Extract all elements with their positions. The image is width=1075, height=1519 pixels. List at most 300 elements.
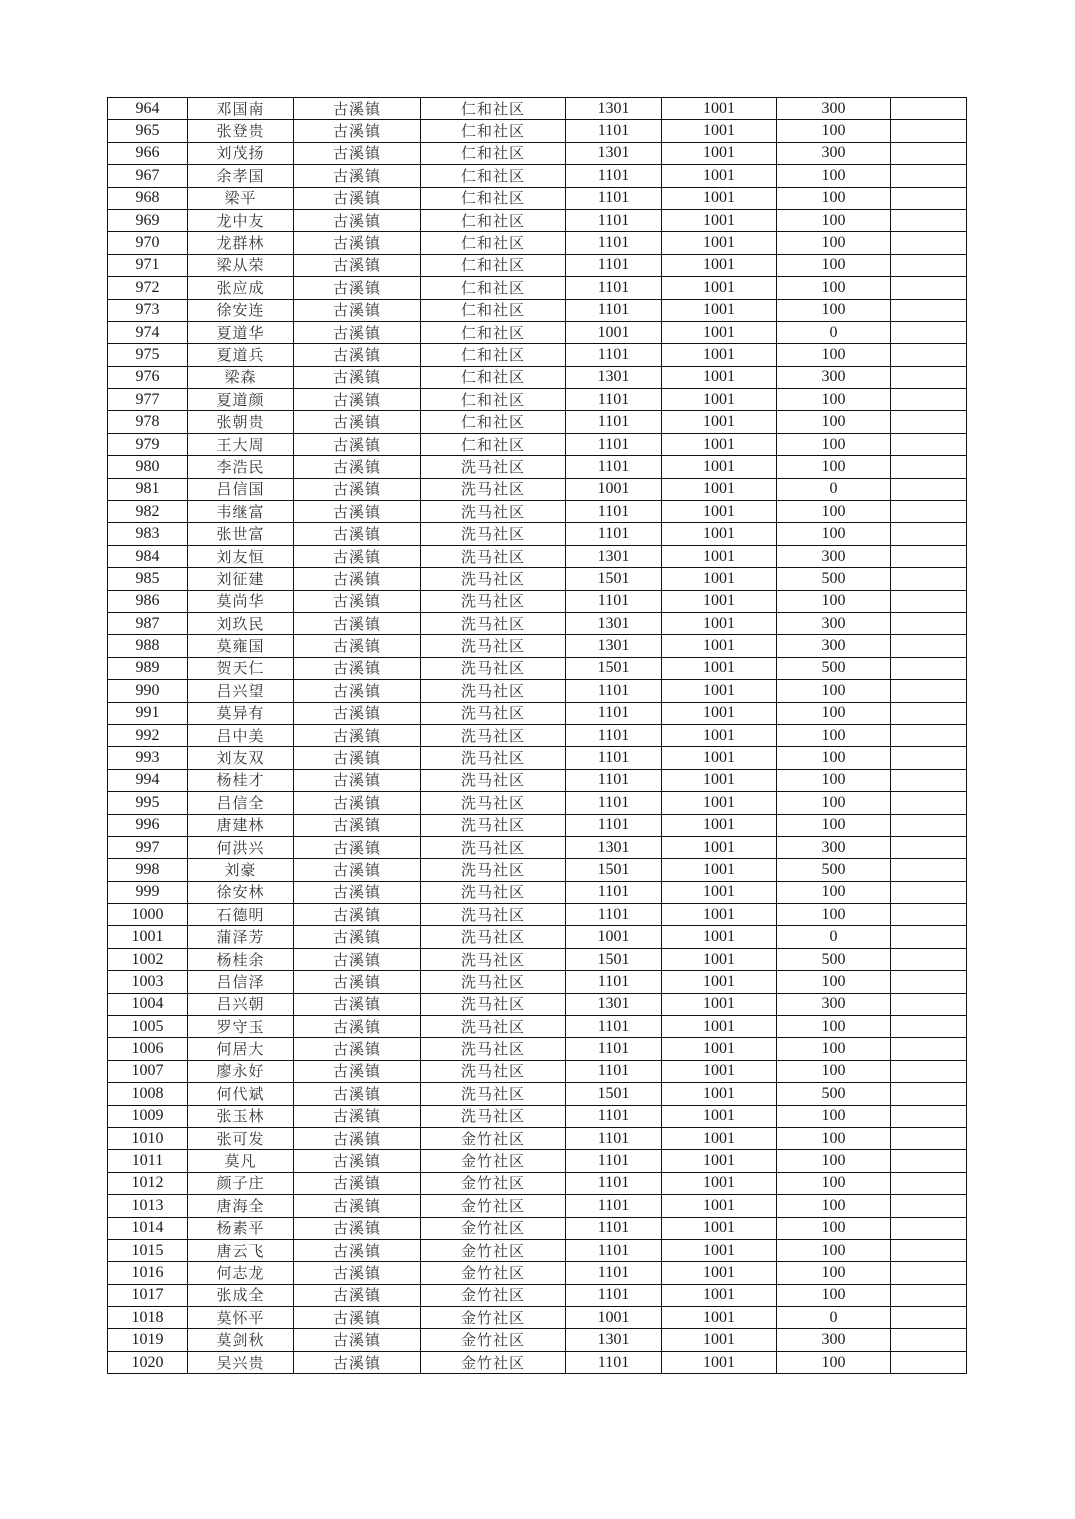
cell-community: 仁和社区 [421, 165, 566, 187]
cell-remark [891, 232, 967, 254]
cell-code-b: 1001 [662, 299, 777, 321]
cell-amount: 300 [777, 612, 891, 634]
cell-remark [891, 1217, 967, 1239]
cell-code-b: 1001 [662, 881, 777, 903]
table-row [108, 165, 967, 187]
cell-code-b: 1001 [662, 411, 777, 433]
table-row [108, 836, 967, 858]
cell-community: 洗马社区 [421, 657, 566, 679]
cell-town: 古溪镇 [294, 881, 421, 903]
cell-amount: 300 [777, 1329, 891, 1351]
cell-remark [891, 792, 967, 814]
cell-community: 金竹社区 [421, 1172, 566, 1194]
cell-no: 998 [108, 859, 188, 881]
cell-remark [891, 1351, 967, 1373]
cell-amount: 100 [777, 1262, 891, 1284]
table-row [108, 98, 967, 120]
cell-code-b: 1001 [662, 1307, 777, 1329]
cell-community: 仁和社区 [421, 366, 566, 388]
cell-code-a: 1101 [566, 1284, 662, 1306]
cell-code-a: 1101 [566, 1060, 662, 1082]
cell-name: 杨桂才 [188, 769, 294, 791]
cell-code-a: 1101 [566, 1262, 662, 1284]
cell-remark [891, 724, 967, 746]
table-row [108, 724, 967, 746]
cell-code-b: 1001 [662, 120, 777, 142]
cell-amount: 100 [777, 209, 891, 231]
cell-community: 仁和社区 [421, 277, 566, 299]
cell-code-a: 1101 [566, 344, 662, 366]
cell-name: 何居大 [188, 1038, 294, 1060]
cell-no: 1006 [108, 1038, 188, 1060]
cell-no: 1013 [108, 1195, 188, 1217]
cell-code-b: 1001 [662, 344, 777, 366]
cell-code-a: 1101 [566, 277, 662, 299]
cell-code-a: 1101 [566, 792, 662, 814]
cell-town: 古溪镇 [294, 165, 421, 187]
table-row [108, 433, 967, 455]
cell-amount: 100 [777, 523, 891, 545]
cell-no: 1003 [108, 971, 188, 993]
cell-amount: 100 [777, 792, 891, 814]
cell-name: 夏道华 [188, 321, 294, 343]
cell-community: 洗马社区 [421, 501, 566, 523]
cell-code-a: 1101 [566, 411, 662, 433]
cell-remark [891, 98, 967, 120]
cell-name: 吕信全 [188, 792, 294, 814]
cell-code-a: 1501 [566, 657, 662, 679]
cell-community: 金竹社区 [421, 1307, 566, 1329]
cell-name: 唐海全 [188, 1195, 294, 1217]
cell-name: 梁从荣 [188, 254, 294, 276]
cell-amount: 100 [777, 1150, 891, 1172]
cell-remark [891, 299, 967, 321]
cell-no: 1011 [108, 1150, 188, 1172]
table-row [108, 1150, 967, 1172]
cell-remark [891, 1239, 967, 1261]
cell-remark [891, 680, 967, 702]
cell-code-a: 1101 [566, 254, 662, 276]
cell-town: 古溪镇 [294, 926, 421, 948]
cell-name: 莫尚华 [188, 590, 294, 612]
cell-community: 金竹社区 [421, 1262, 566, 1284]
cell-remark [891, 1284, 967, 1306]
cell-community: 洗马社区 [421, 948, 566, 970]
cell-code-a: 1001 [566, 926, 662, 948]
table-row [108, 993, 967, 1015]
table-row [108, 1195, 967, 1217]
cell-remark [891, 411, 967, 433]
cell-amount: 100 [777, 232, 891, 254]
cell-no: 966 [108, 142, 188, 164]
table-row [108, 859, 967, 881]
table-row [108, 299, 967, 321]
cell-amount: 300 [777, 993, 891, 1015]
cell-no: 1001 [108, 926, 188, 948]
cell-remark [891, 769, 967, 791]
cell-code-a: 1101 [566, 971, 662, 993]
cell-name: 梁森 [188, 366, 294, 388]
table-row [108, 501, 967, 523]
cell-no: 987 [108, 612, 188, 634]
cell-town: 古溪镇 [294, 568, 421, 590]
cell-no: 985 [108, 568, 188, 590]
cell-code-a: 1101 [566, 1239, 662, 1261]
cell-community: 金竹社区 [421, 1351, 566, 1373]
cell-code-a: 1101 [566, 702, 662, 724]
cell-community: 洗马社区 [421, 635, 566, 657]
cell-town: 古溪镇 [294, 993, 421, 1015]
cell-town: 古溪镇 [294, 1060, 421, 1082]
cell-no: 999 [108, 881, 188, 903]
cell-town: 古溪镇 [294, 590, 421, 612]
cell-name: 何代斌 [188, 1083, 294, 1105]
cell-community: 金竹社区 [421, 1329, 566, 1351]
cell-no: 986 [108, 590, 188, 612]
cell-no: 997 [108, 836, 188, 858]
cell-no: 1018 [108, 1307, 188, 1329]
table-row [108, 680, 967, 702]
table-row [108, 590, 967, 612]
cell-code-b: 1001 [662, 702, 777, 724]
cell-remark [891, 120, 967, 142]
cell-no: 1002 [108, 948, 188, 970]
cell-name: 唐云飞 [188, 1239, 294, 1261]
cell-code-b: 1001 [662, 254, 777, 276]
cell-town: 古溪镇 [294, 1016, 421, 1038]
cell-community: 仁和社区 [421, 321, 566, 343]
cell-town: 古溪镇 [294, 836, 421, 858]
cell-community: 金竹社区 [421, 1284, 566, 1306]
cell-code-a: 1101 [566, 232, 662, 254]
cell-name: 杨桂余 [188, 948, 294, 970]
cell-amount: 100 [777, 501, 891, 523]
cell-no: 1015 [108, 1239, 188, 1261]
cell-amount: 100 [777, 904, 891, 926]
cell-community: 仁和社区 [421, 209, 566, 231]
cell-code-b: 1001 [662, 836, 777, 858]
cell-code-b: 1001 [662, 1262, 777, 1284]
table-row [108, 478, 967, 500]
cell-name: 刘豪 [188, 859, 294, 881]
cell-town: 古溪镇 [294, 321, 421, 343]
table-row [108, 411, 967, 433]
cell-name: 韦继富 [188, 501, 294, 523]
cell-community: 仁和社区 [421, 411, 566, 433]
cell-town: 古溪镇 [294, 1195, 421, 1217]
cell-no: 1008 [108, 1083, 188, 1105]
cell-name: 廖永好 [188, 1060, 294, 1082]
cell-no: 988 [108, 635, 188, 657]
cell-name: 王大周 [188, 433, 294, 455]
table-row [108, 568, 967, 590]
cell-name: 张登贵 [188, 120, 294, 142]
cell-name: 莫剑秋 [188, 1329, 294, 1351]
cell-amount: 0 [777, 321, 891, 343]
cell-community: 洗马社区 [421, 1038, 566, 1060]
cell-code-a: 1101 [566, 1195, 662, 1217]
table-row [108, 702, 967, 724]
cell-code-b: 1001 [662, 769, 777, 791]
cell-no: 995 [108, 792, 188, 814]
cell-name: 莫异有 [188, 702, 294, 724]
cell-name: 颜子庄 [188, 1172, 294, 1194]
cell-town: 古溪镇 [294, 635, 421, 657]
cell-community: 洗马社区 [421, 881, 566, 903]
cell-remark [891, 1105, 967, 1127]
cell-town: 古溪镇 [294, 657, 421, 679]
cell-code-a: 1301 [566, 545, 662, 567]
cell-remark [891, 545, 967, 567]
cell-community: 洗马社区 [421, 523, 566, 545]
table-row [108, 1105, 967, 1127]
cell-amount: 500 [777, 1083, 891, 1105]
cell-name: 刘友双 [188, 747, 294, 769]
table-row [108, 1329, 967, 1351]
cell-amount: 100 [777, 814, 891, 836]
cell-code-b: 1001 [662, 568, 777, 590]
cell-remark [891, 971, 967, 993]
cell-community: 洗马社区 [421, 792, 566, 814]
cell-code-b: 1001 [662, 1060, 777, 1082]
cell-code-b: 1001 [662, 948, 777, 970]
cell-community: 洗马社区 [421, 1016, 566, 1038]
cell-community: 仁和社区 [421, 299, 566, 321]
cell-code-a: 1101 [566, 1038, 662, 1060]
cell-community: 洗马社区 [421, 680, 566, 702]
cell-remark [891, 277, 967, 299]
table-row [108, 456, 967, 478]
cell-code-a: 1101 [566, 165, 662, 187]
cell-no: 968 [108, 187, 188, 209]
cell-remark [891, 1038, 967, 1060]
cell-town: 古溪镇 [294, 904, 421, 926]
cell-name: 何志龙 [188, 1262, 294, 1284]
cell-code-a: 1301 [566, 612, 662, 634]
cell-community: 仁和社区 [421, 142, 566, 164]
cell-community: 洗马社区 [421, 1060, 566, 1082]
cell-town: 古溪镇 [294, 411, 421, 433]
cell-town: 古溪镇 [294, 971, 421, 993]
cell-no: 1005 [108, 1016, 188, 1038]
cell-code-b: 1001 [662, 433, 777, 455]
cell-no: 979 [108, 433, 188, 455]
cell-no: 1010 [108, 1127, 188, 1149]
cell-remark [891, 568, 967, 590]
table-row [108, 971, 967, 993]
cell-town: 古溪镇 [294, 1329, 421, 1351]
cell-amount: 300 [777, 545, 891, 567]
cell-town: 古溪镇 [294, 1150, 421, 1172]
cell-code-b: 1001 [662, 187, 777, 209]
cell-amount: 100 [777, 433, 891, 455]
cell-name: 张可发 [188, 1127, 294, 1149]
cell-town: 古溪镇 [294, 456, 421, 478]
cell-name: 唐建林 [188, 814, 294, 836]
cell-amount: 500 [777, 657, 891, 679]
cell-code-b: 1001 [662, 792, 777, 814]
cell-remark [891, 1016, 967, 1038]
cell-code-b: 1001 [662, 1172, 777, 1194]
cell-code-b: 1001 [662, 98, 777, 120]
cell-code-a: 1301 [566, 366, 662, 388]
cell-community: 金竹社区 [421, 1195, 566, 1217]
cell-remark [891, 344, 967, 366]
cell-community: 洗马社区 [421, 590, 566, 612]
cell-code-a: 1101 [566, 209, 662, 231]
cell-town: 古溪镇 [294, 612, 421, 634]
cell-name: 吴兴贵 [188, 1351, 294, 1373]
cell-name: 石德明 [188, 904, 294, 926]
cell-amount: 100 [777, 724, 891, 746]
cell-name: 梁平 [188, 187, 294, 209]
cell-name: 张应成 [188, 277, 294, 299]
cell-amount: 0 [777, 1307, 891, 1329]
table-row [108, 277, 967, 299]
cell-no: 1009 [108, 1105, 188, 1127]
cell-town: 古溪镇 [294, 1083, 421, 1105]
cell-remark [891, 433, 967, 455]
cell-remark [891, 165, 967, 187]
cell-name: 邓国南 [188, 98, 294, 120]
cell-community: 洗马社区 [421, 836, 566, 858]
cell-name: 杨素平 [188, 1217, 294, 1239]
cell-code-b: 1001 [662, 1329, 777, 1351]
cell-community: 仁和社区 [421, 232, 566, 254]
cell-code-a: 1001 [566, 321, 662, 343]
cell-no: 1019 [108, 1329, 188, 1351]
cell-code-a: 1101 [566, 120, 662, 142]
cell-name: 张朝贵 [188, 411, 294, 433]
cell-no: 1020 [108, 1351, 188, 1373]
cell-amount: 300 [777, 142, 891, 164]
cell-amount: 100 [777, 1127, 891, 1149]
cell-code-a: 1101 [566, 1016, 662, 1038]
cell-amount: 300 [777, 635, 891, 657]
cell-code-a: 1001 [566, 478, 662, 500]
cell-no: 967 [108, 165, 188, 187]
cell-community: 仁和社区 [421, 344, 566, 366]
cell-code-b: 1001 [662, 232, 777, 254]
cell-no: 1016 [108, 1262, 188, 1284]
cell-amount: 100 [777, 1217, 891, 1239]
cell-community: 洗马社区 [421, 971, 566, 993]
cell-no: 972 [108, 277, 188, 299]
cell-remark [891, 1307, 967, 1329]
table-row [108, 1172, 967, 1194]
cell-town: 古溪镇 [294, 1262, 421, 1284]
cell-name: 莫凡 [188, 1150, 294, 1172]
cell-no: 978 [108, 411, 188, 433]
cell-remark [891, 501, 967, 523]
cell-community: 金竹社区 [421, 1217, 566, 1239]
cell-town: 古溪镇 [294, 948, 421, 970]
cell-remark [891, 209, 967, 231]
cell-community: 仁和社区 [421, 389, 566, 411]
cell-name: 吕信泽 [188, 971, 294, 993]
cell-amount: 300 [777, 98, 891, 120]
cell-community: 仁和社区 [421, 433, 566, 455]
cell-community: 金竹社区 [421, 1150, 566, 1172]
cell-remark [891, 1060, 967, 1082]
roster-table-body [108, 98, 967, 1374]
cell-community: 洗马社区 [421, 859, 566, 881]
cell-remark [891, 590, 967, 612]
cell-code-a: 1101 [566, 814, 662, 836]
cell-amount: 100 [777, 1195, 891, 1217]
cell-code-b: 1001 [662, 1284, 777, 1306]
cell-remark [891, 366, 967, 388]
cell-code-a: 1101 [566, 501, 662, 523]
cell-town: 古溪镇 [294, 142, 421, 164]
cell-town: 古溪镇 [294, 366, 421, 388]
cell-town: 古溪镇 [294, 187, 421, 209]
cell-code-b: 1001 [662, 1016, 777, 1038]
cell-town: 古溪镇 [294, 680, 421, 702]
cell-name: 余孝国 [188, 165, 294, 187]
cell-town: 古溪镇 [294, 814, 421, 836]
cell-remark [891, 612, 967, 634]
table-row [108, 635, 967, 657]
cell-town: 古溪镇 [294, 792, 421, 814]
cell-town: 古溪镇 [294, 747, 421, 769]
cell-community: 洗马社区 [421, 926, 566, 948]
cell-amount: 100 [777, 299, 891, 321]
cell-code-a: 1101 [566, 523, 662, 545]
cell-remark [891, 859, 967, 881]
cell-name: 徐安林 [188, 881, 294, 903]
cell-code-b: 1001 [662, 545, 777, 567]
cell-name: 莫雍国 [188, 635, 294, 657]
cell-town: 古溪镇 [294, 433, 421, 455]
cell-code-a: 1101 [566, 456, 662, 478]
cell-code-b: 1001 [662, 1127, 777, 1149]
cell-no: 983 [108, 523, 188, 545]
cell-code-b: 1001 [662, 501, 777, 523]
cell-code-b: 1001 [662, 1195, 777, 1217]
cell-remark [891, 187, 967, 209]
cell-code-b: 1001 [662, 523, 777, 545]
cell-community: 洗马社区 [421, 1105, 566, 1127]
cell-no: 969 [108, 209, 188, 231]
cell-code-b: 1001 [662, 657, 777, 679]
cell-code-a: 1501 [566, 948, 662, 970]
cell-code-b: 1001 [662, 1150, 777, 1172]
cell-code-a: 1101 [566, 1127, 662, 1149]
cell-town: 古溪镇 [294, 120, 421, 142]
cell-no: 984 [108, 545, 188, 567]
cell-community: 洗马社区 [421, 814, 566, 836]
table-row [108, 926, 967, 948]
cell-no: 994 [108, 769, 188, 791]
cell-remark [891, 881, 967, 903]
cell-no: 1017 [108, 1284, 188, 1306]
cell-town: 古溪镇 [294, 254, 421, 276]
cell-no: 974 [108, 321, 188, 343]
cell-community: 洗马社区 [421, 769, 566, 791]
table-row [108, 881, 967, 903]
cell-no: 970 [108, 232, 188, 254]
cell-code-b: 1001 [662, 680, 777, 702]
cell-community: 洗马社区 [421, 1083, 566, 1105]
cell-amount: 100 [777, 277, 891, 299]
cell-code-b: 1001 [662, 366, 777, 388]
cell-remark [891, 635, 967, 657]
table-row [108, 321, 967, 343]
cell-amount: 100 [777, 456, 891, 478]
cell-amount: 100 [777, 881, 891, 903]
table-row [108, 366, 967, 388]
